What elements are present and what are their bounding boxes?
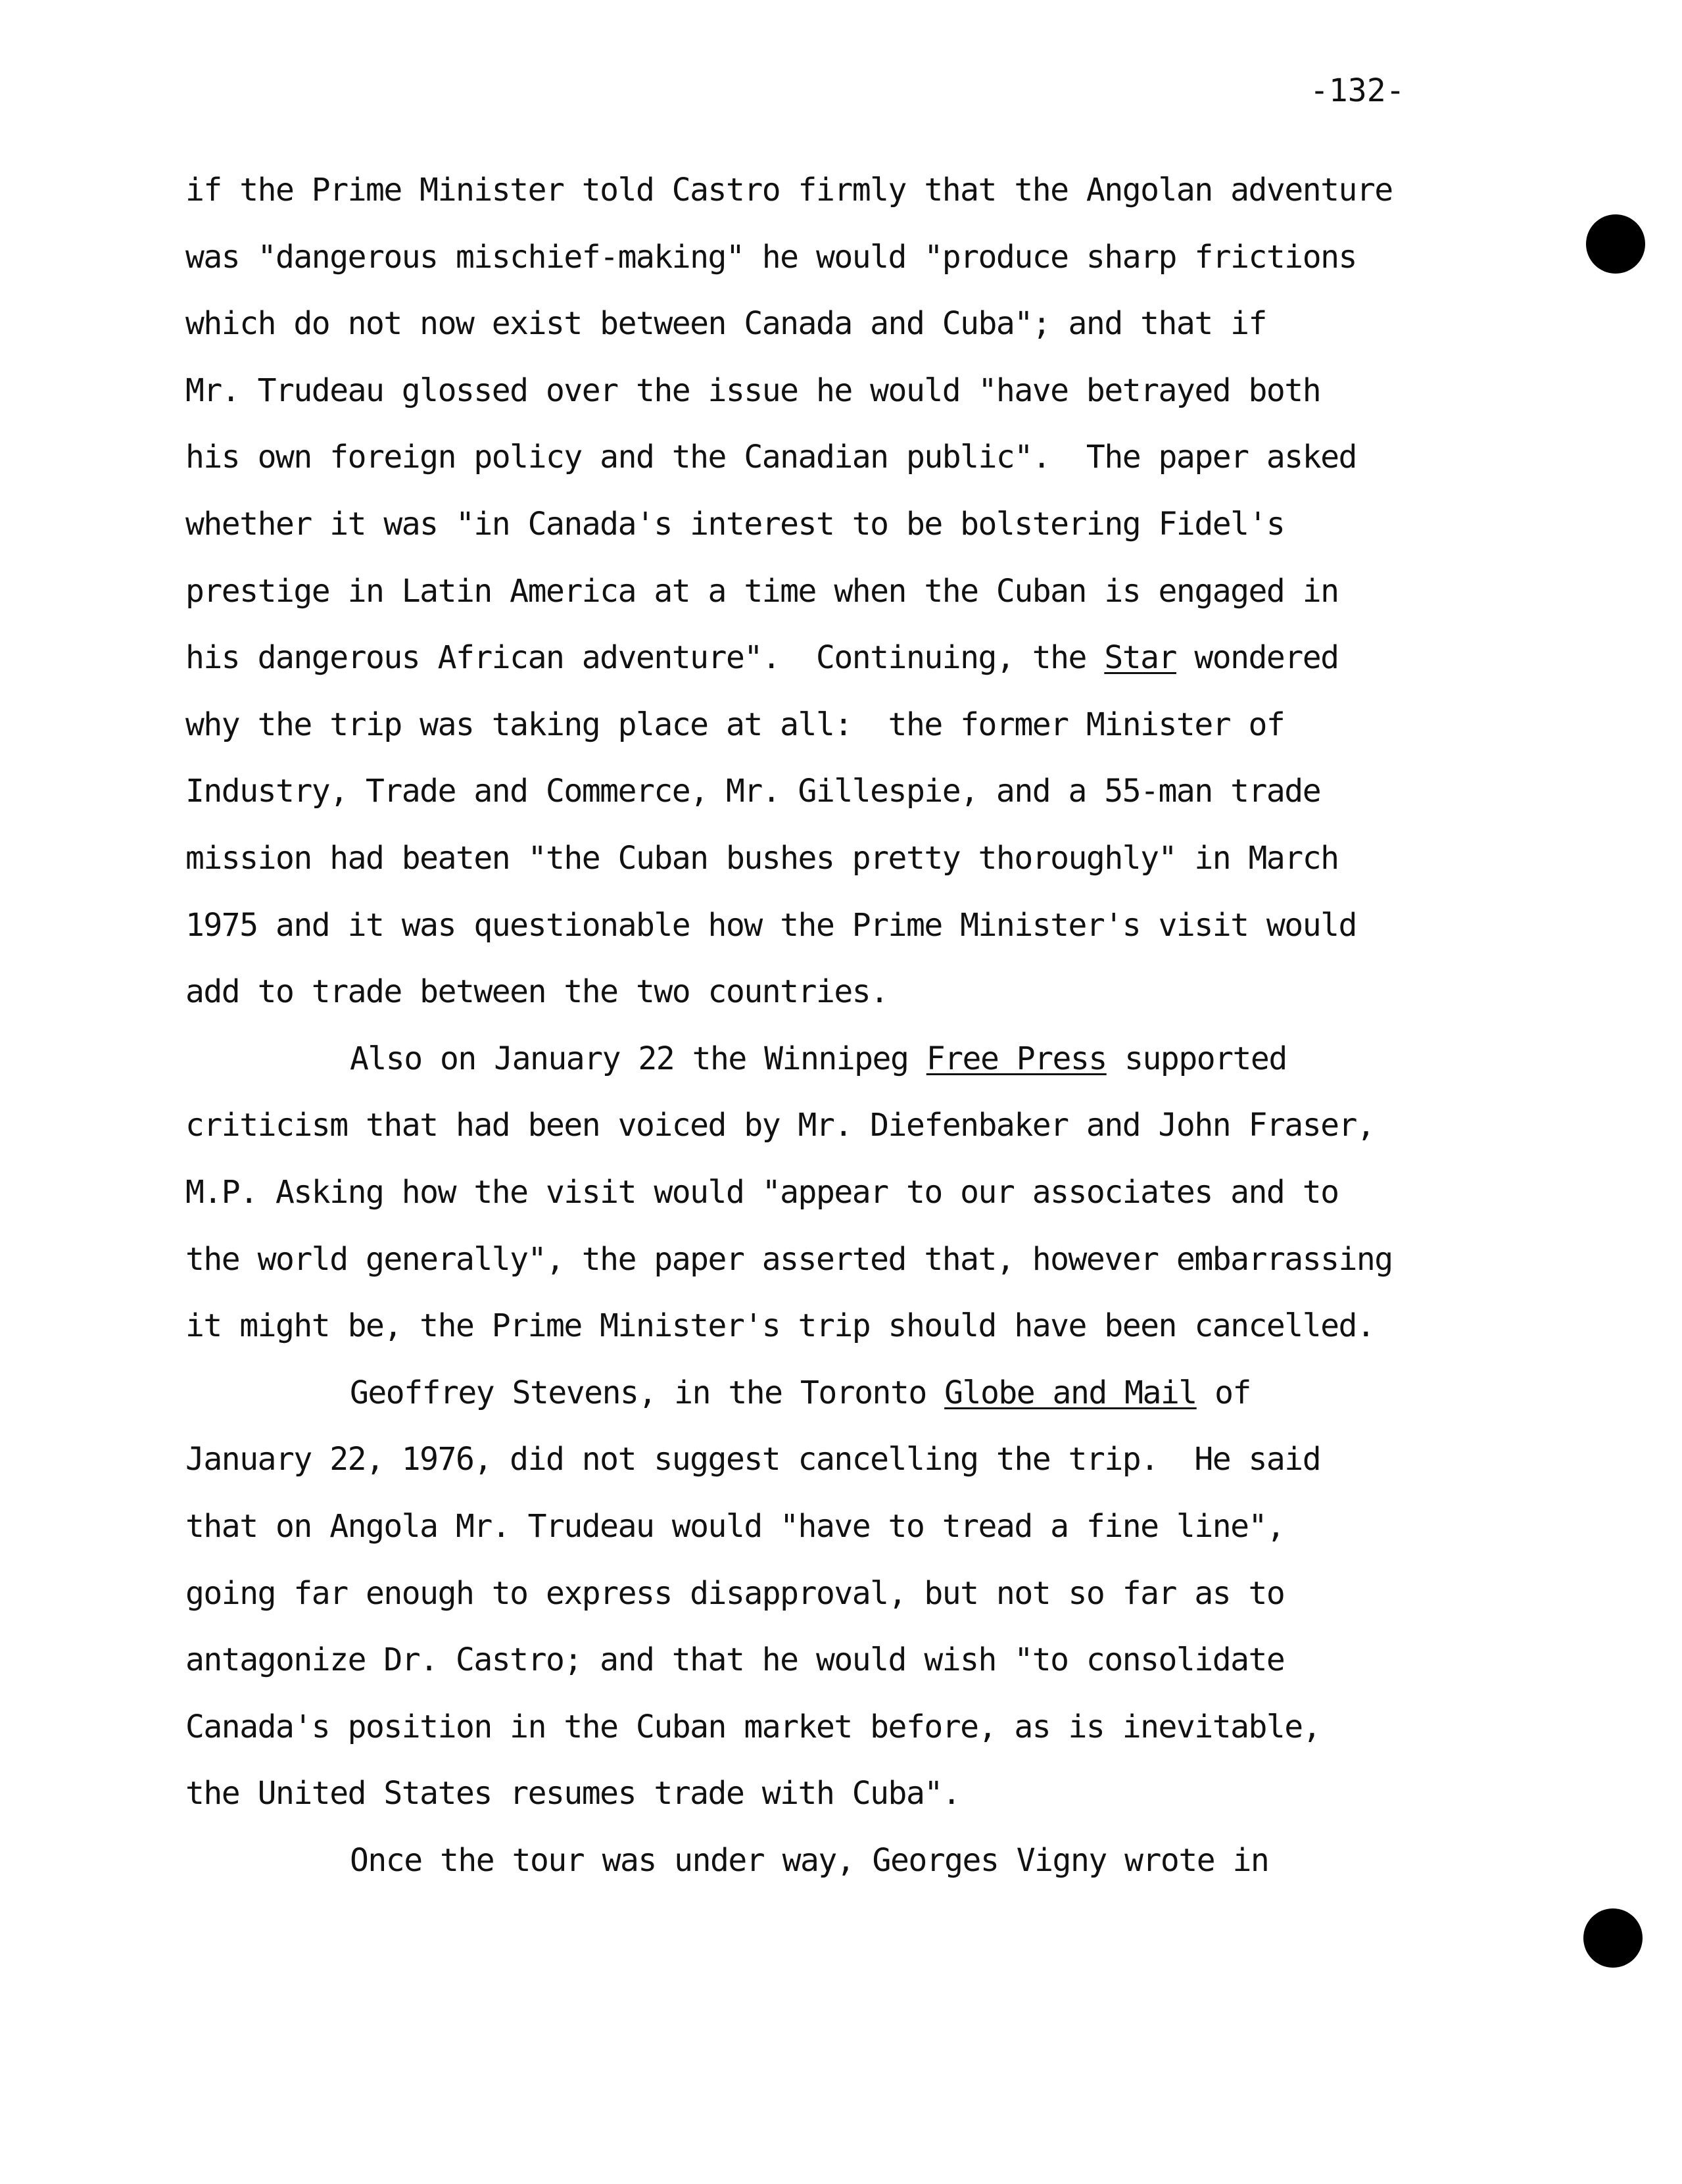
text-line: Once the tour was under way, Georges Vigny wrote in: [350, 1842, 1269, 1879]
underlined-title: Star: [1104, 639, 1176, 676]
text-line: M.P. Asking how the visit would "appear to our associates and to: [185, 1174, 1339, 1211]
text-line: why the trip was taking place at all: the former Minister of: [185, 706, 1285, 743]
text-line: it might be, the Prime Minister's trip should have been cancelled.: [185, 1307, 1375, 1344]
text-line: that on Angola Mr. Trudeau would "have to tread a fine line",: [185, 1508, 1285, 1545]
underlined-title: Globe and Mail: [944, 1374, 1197, 1411]
text-line: add to trade between the two countries.: [185, 973, 888, 1010]
text-line: Canada's position in the Cuban market before, as is inevitable,: [185, 1709, 1321, 1745]
underlined-title: Free Press: [926, 1040, 1107, 1077]
text-line: was "dangerous mischief-making" he would "produce sharp frictions: [185, 239, 1357, 276]
text-line: the United States resumes trade with Cuba".: [185, 1775, 961, 1812]
text-line: whether it was "in Canada's interest to be bolstering Fidel's: [185, 506, 1285, 543]
page-number: -132-: [1310, 72, 1405, 109]
text-line: antagonize Dr. Castro; and that he would wish "to consolidate: [185, 1641, 1285, 1678]
text-line: Geoffrey Stevens, in the Toronto Globe and Mail of: [350, 1374, 1251, 1411]
punch-hole: [1586, 214, 1645, 274]
text-line: his own foreign policy and the Canadian public". The paper asked: [185, 439, 1357, 475]
text-line: January 22, 1976, did not suggest cancelling the trip. He said: [185, 1441, 1321, 1478]
text-line: the world generally", the paper asserted that, however embarrassing: [185, 1241, 1393, 1278]
text-line: which do not now exist between Canada and Cuba"; and that if: [185, 305, 1266, 342]
text-line: his dangerous African adventure". Continuing, the Star wondered: [185, 639, 1339, 676]
text-line: Industry, Trade and Commerce, Mr. Gillespie, and a 55-man trade: [185, 773, 1321, 810]
text-line: 1975 and it was questionable how the Prime Minister's visit would: [185, 907, 1357, 944]
text-line: going far enough to express disapproval, but not so far as to: [185, 1575, 1285, 1612]
text-line: prestige in Latin America at a time when the Cuban is engaged in: [185, 573, 1339, 610]
text-line: Mr. Trudeau glossed over the issue he would "have betrayed both: [185, 372, 1321, 409]
text-line: if the Prime Minister told Castro firmly that the Angolan adventure: [185, 172, 1393, 208]
text-line: criticism that had been voiced by Mr. Diefenbaker and John Fraser,: [185, 1107, 1375, 1144]
text-line: mission had beaten "the Cuban bushes pretty thoroughly" in March: [185, 840, 1339, 877]
text-line: Also on January 22 the Winnipeg Free Press supported: [350, 1040, 1287, 1077]
punch-hole: [1583, 1908, 1643, 1968]
